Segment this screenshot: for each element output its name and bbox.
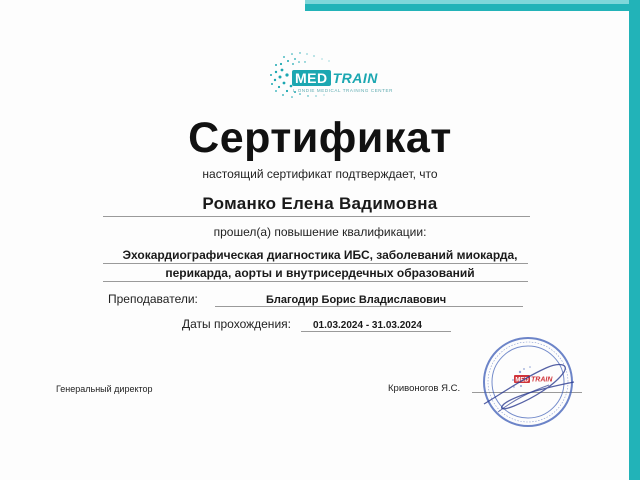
director-signature-icon: [474, 352, 584, 422]
course-title: [0, 246, 640, 282]
logo-subtitle: L ONDIE MEDICAL TRAINING CENTER: [293, 88, 393, 93]
teal-right-border: [629, 0, 640, 480]
teachers-underline: [215, 306, 523, 307]
stamp-train: TRAIN: [531, 376, 553, 384]
dates-label: Даты прохождения:: [182, 317, 291, 331]
logo-wordmark: [292, 70, 378, 86]
dates-underline: [301, 331, 451, 332]
course-line-2: перикарда, аорты и внутрисердечных образований: [165, 266, 475, 280]
certificate-title: Сертификат: [188, 114, 452, 162]
teal-top-border-light: [305, 0, 629, 4]
course-line-1: Эхокардиографическая диагностика ИБС, заболеваний миокарда,: [122, 248, 518, 262]
stamp-med: MED: [515, 377, 529, 384]
recipient-name: Романко Елена Вадимовна: [202, 194, 438, 213]
teachers-label: Преподаватели:: [108, 292, 198, 306]
logo-train: TRAIN: [332, 70, 378, 86]
teachers-value: Благодир Борис Владиславович: [266, 294, 447, 306]
certificate-subtitle: настоящий сертификат подтверждает, что: [202, 167, 438, 181]
logo-med: MED: [292, 70, 331, 86]
dates-value: 01.03.2024 - 31.03.2024: [313, 320, 422, 331]
course-underline-1: [103, 263, 528, 264]
passed-text: прошел(а) повышение квалификации:: [213, 225, 427, 239]
name-underline: [103, 216, 530, 217]
course-underline-2: [103, 281, 528, 282]
director-name: Кривоногов Я.С.: [388, 383, 461, 394]
director-label: Генеральный директор: [56, 384, 153, 394]
